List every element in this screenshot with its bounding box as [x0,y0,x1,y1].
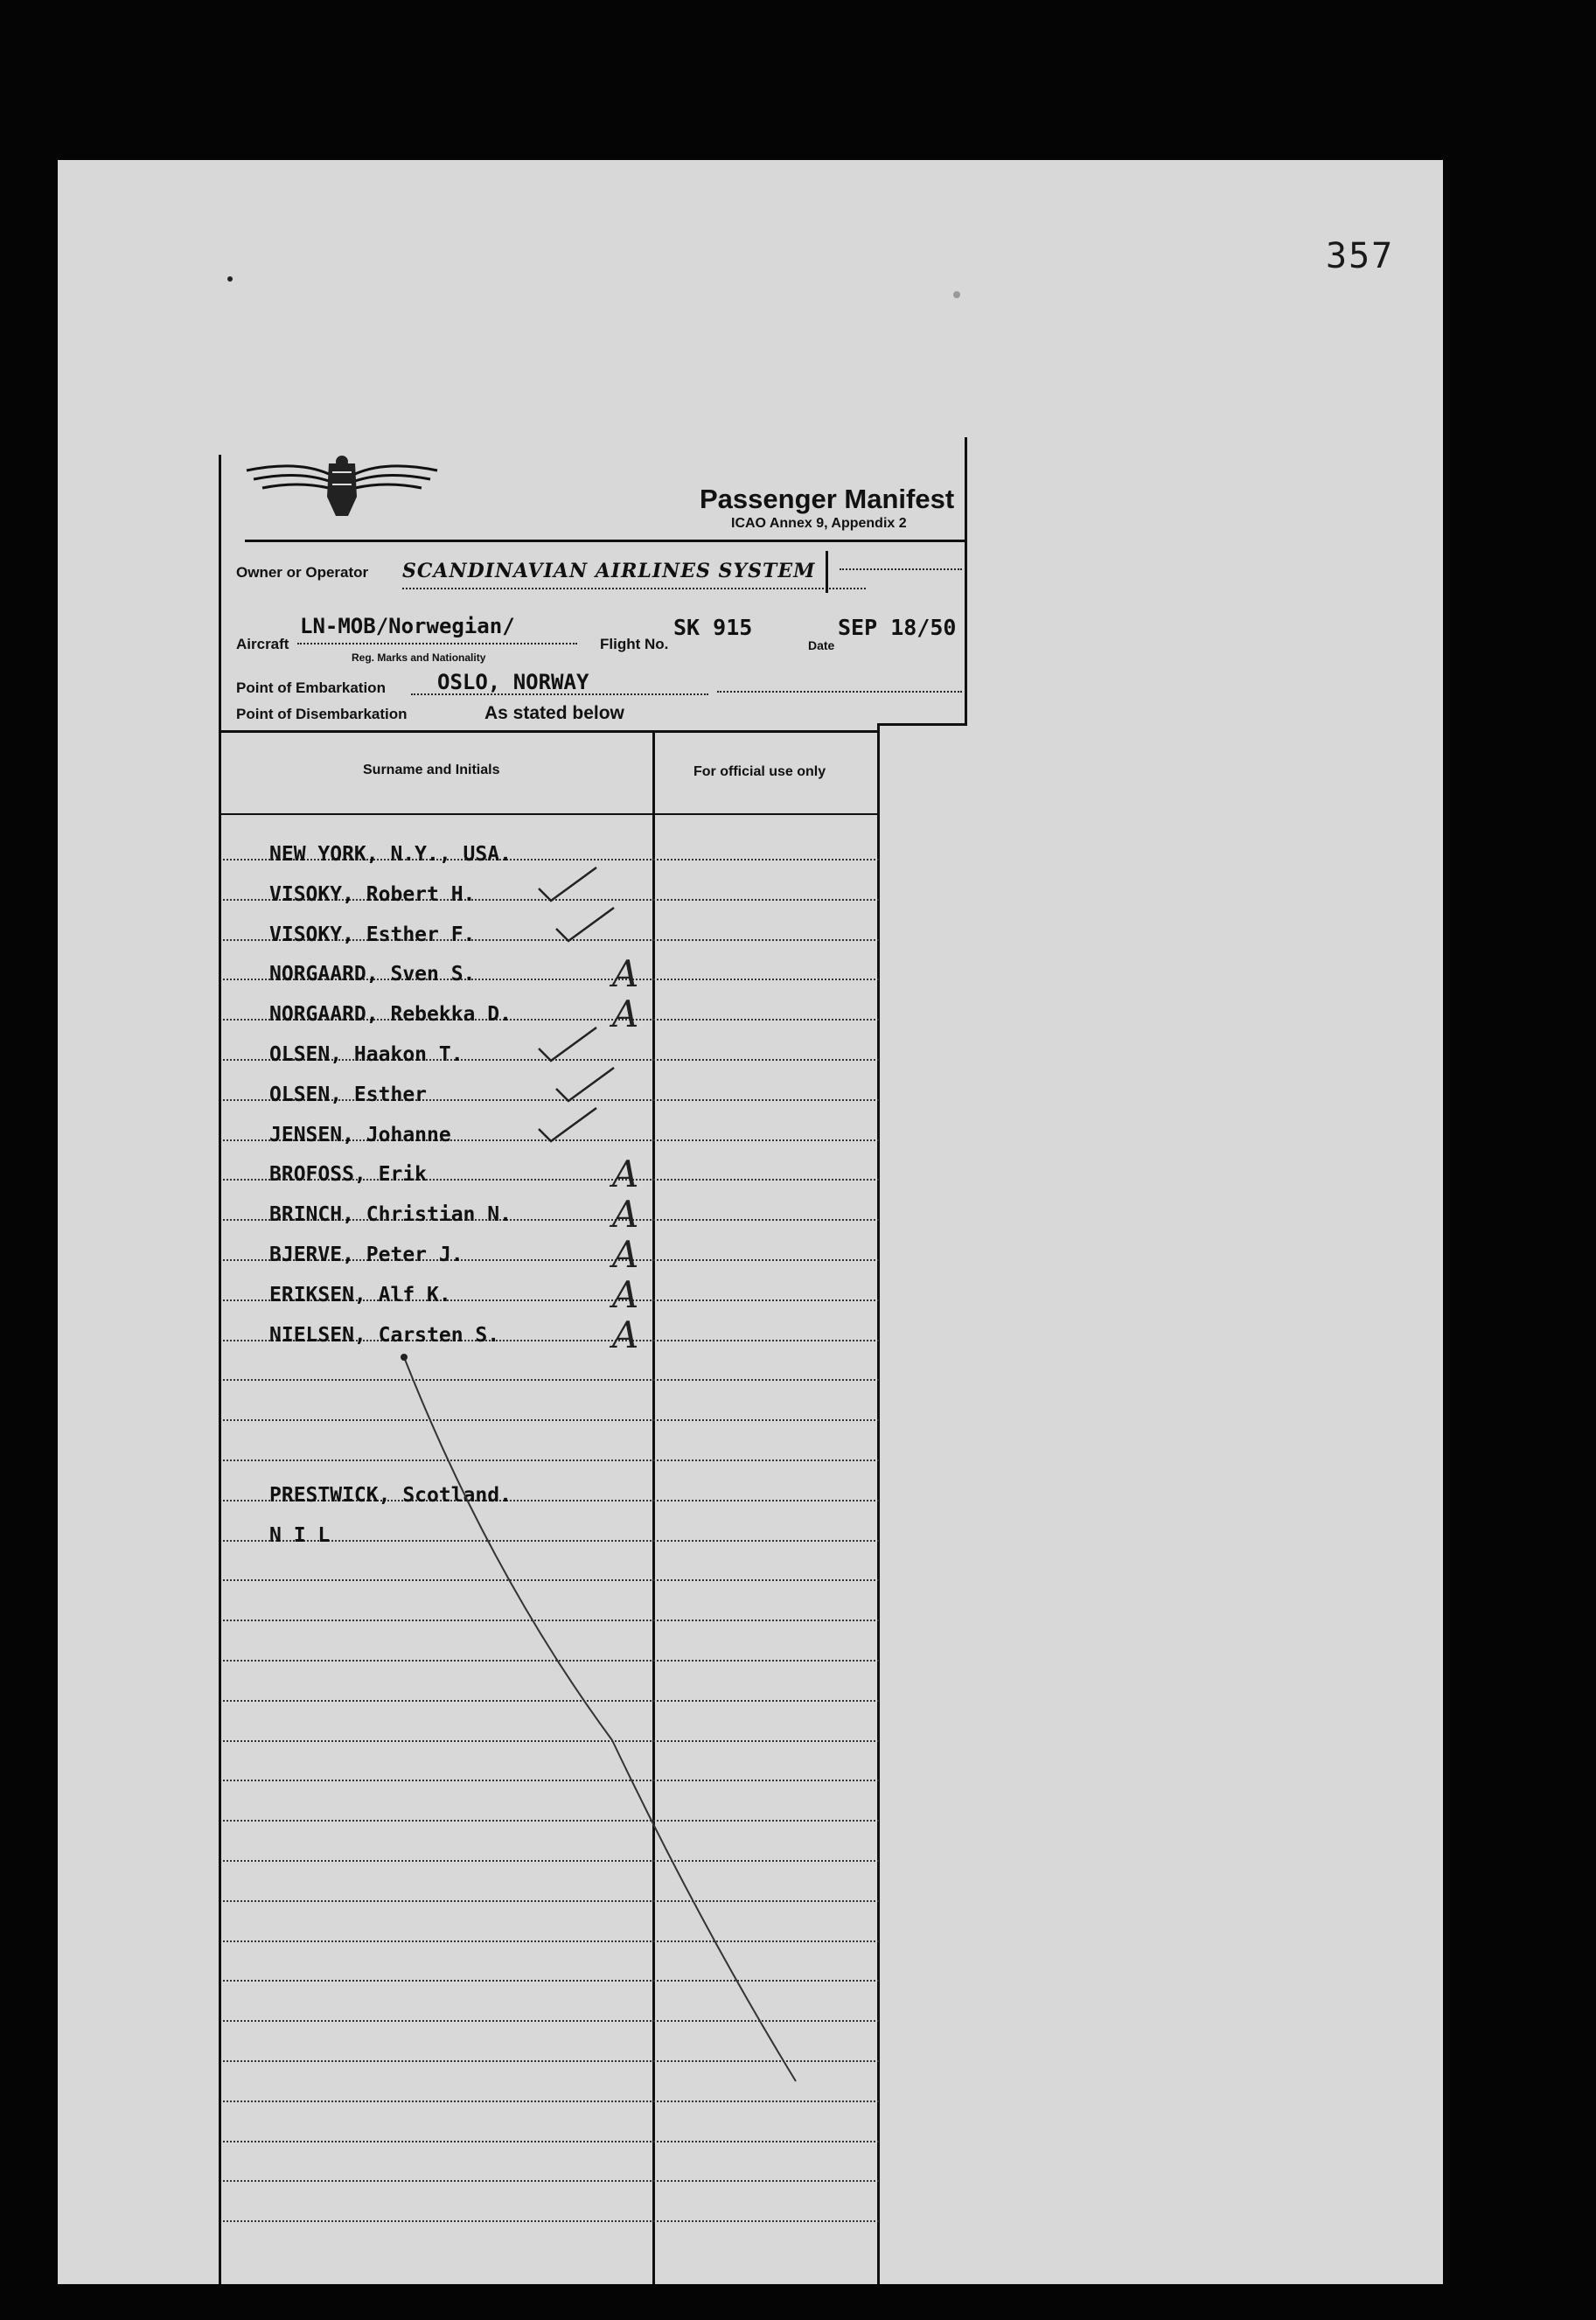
form-subtitle: ICAO Annex 9, Appendix 2 [731,516,907,531]
ruled-line [223,1860,879,1862]
ruled-line [223,2180,879,2182]
owner-line-right [840,568,962,570]
mark-a: A [612,1233,639,1276]
dust-speck [227,276,233,282]
passenger-name: VISOKY, Robert H. [269,882,476,906]
mark-a: A [612,952,639,996]
header-rule [245,540,665,542]
owner-line [402,588,866,589]
mark-a: A [612,1272,639,1316]
dust-speck [953,291,960,298]
airline-logo [245,455,439,525]
ruled-line [223,1980,879,1982]
passenger-name: BROFOSS, Erik [269,1163,428,1187]
ruled-line [223,2060,879,2062]
destination-heading: NEW YORK, N.Y., USA. [269,843,512,866]
check-mark [533,864,603,908]
header-right-border [965,437,967,726]
column-divider [652,733,655,2284]
form-title: Passenger Manifest [700,484,955,514]
passenger-name: JENSEN, Johanne [269,1123,451,1146]
ruled-line [223,1700,879,1702]
passenger-name: OLSEN, Haakon T. [269,1043,463,1066]
header-rule-right [665,540,965,542]
ruled-line [223,1940,879,1942]
passenger-name: BJERVE, Peter J. [269,1244,463,1266]
disembarkation-label: Point of Disembarkation [236,706,408,722]
passenger-name: NORGAARD, Sven S. [269,963,476,986]
passenger-name: ERIKSEN, Alf K. [269,1283,451,1306]
mark-a: A [612,1153,639,1196]
official-column-header: For official use only [693,764,826,779]
page-number: 357 [1326,236,1395,276]
ruled-line [223,1900,879,1902]
ruled-line [223,2141,879,2142]
ruled-line [223,1460,879,1461]
left-border [219,455,221,2284]
mark-a: A [612,1193,639,1237]
ruled-line [223,1379,879,1381]
aircraft-line [297,643,577,644]
passenger-name: VISOKY, Esther F. [269,923,476,946]
ruled-line [223,2220,879,2222]
ruled-line [223,1820,879,1822]
mark-a: A [612,993,639,1036]
embarkation-line [411,693,708,695]
date-value: SEP 18/50 [838,615,957,640]
ruled-line [223,1419,879,1421]
ruled-line [223,1780,879,1781]
embarkation-value: OSLO, NORWAY [437,670,589,694]
embarkation-label: Point of Embarkation [236,679,386,696]
mark-a: A [612,1313,639,1356]
ruled-line [223,1579,879,1581]
flight-no-value: SK 915 [673,615,753,640]
destination-heading: PRESTWICK, Scotland. [269,1483,512,1507]
check-mark [551,904,621,948]
check-mark [533,1024,603,1068]
passenger-name: N I L [269,1523,331,1547]
passenger-name: NORGAARD, Rebekka D. [269,1003,512,1027]
passenger-name: BRINCH, Christian N. [269,1203,512,1227]
check-mark [551,1064,621,1108]
flight-no-label: Flight No. [600,636,669,652]
aircraft-value: LN-MOB/Norwegian/ [300,614,515,638]
names-column-header: Surname and Initials [363,763,500,777]
reg-marks-label: Reg. Marks and Nationality [352,651,486,664]
date-label: Date [808,638,835,652]
date-line [717,691,962,693]
header-step-rule [877,723,967,726]
ruled-line [223,2101,879,2102]
ruled-line [223,1660,879,1662]
ruled-line [223,2020,879,2022]
ruled-line [223,1740,879,1742]
owner-slash [826,551,828,593]
aircraft-label: Aircraft [236,636,289,652]
right-border [877,723,880,2284]
disembarkation-value: As stated below [484,703,624,723]
check-mark [533,1104,603,1148]
table-top-rule [220,730,878,733]
table-head-rule [220,813,878,815]
ruled-line [223,1620,879,1621]
passenger-name: OLSEN, Esther [269,1083,428,1106]
owner-value: SCANDINAVIAN AIRLINES SYSTEM [402,560,816,582]
passenger-name: NIELSEN, Carsten S. [269,1323,500,1347]
owner-label: Owner or Operator [236,564,369,581]
